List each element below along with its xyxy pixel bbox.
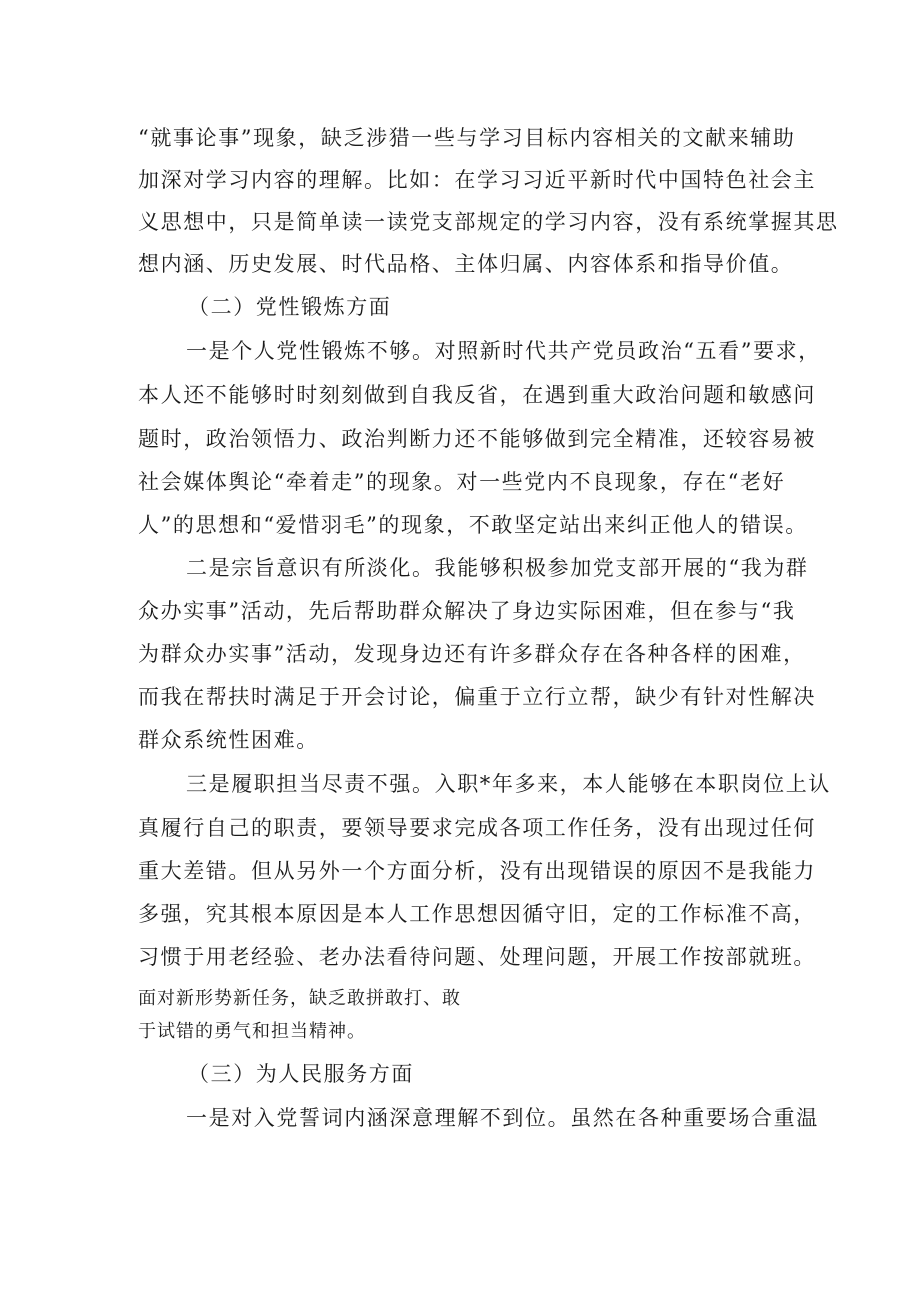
paragraph-line: 真履行自己的职责，要领导要求完成各项工作任务，没有出现过任何 (138, 816, 816, 840)
paragraph-line: 三是履职担当尽责不强。入职*年多来，本人能够在本职岗位上认 (186, 772, 831, 796)
paragraph-line: 重大差错。但从另外一个方面分析，没有出现错误的原因不是我能力 (138, 859, 816, 883)
section-heading-serve-people: （三）为人民服务方面 (188, 1062, 414, 1086)
paragraph-line: 一是对入党誓词内涵深意理解不到位。虽然在各种重要场合重温 (186, 1106, 819, 1130)
paragraph-line: “就事论事”现象，缺乏涉猎一些与学习目标内容相关的文献来辅助 (138, 126, 796, 150)
paragraph-line: 一是个人党性锻炼不够。对照新时代共产党员政治“五看”要求， (186, 339, 821, 363)
paragraph-line: 人”的思想和“爱惜羽毛”的现象，不敢坚定站出来纠正他人的错误。 (138, 513, 808, 537)
paragraph-line: 面对新形势新任务，缺乏敢拼敢打、敢 (138, 988, 461, 1009)
paragraph-line: 题时，政治领悟力、政治判断力还不能够做到完全精准，还较容易被 (138, 427, 816, 451)
paragraph-line: 二是宗旨意识有所淡化。我能够积极参加党支部开展的“我为群 (186, 556, 809, 580)
paragraph-line: 义思想中，只是简单读一读党支部规定的学习内容，没有系统掌握其思 (138, 210, 839, 234)
paragraph-line: 本人还不能够时时刻刻做到自我反省，在遇到重大政治问题和敏感问 (138, 383, 816, 407)
section-heading-party-spirit: （二）党性锻炼方面 (188, 295, 392, 319)
paragraph-line: 而我在帮扶时满足于开会讨论，偏重于立行立帮，缺少有针对性解决 (138, 685, 816, 709)
paragraph-line: 为群众办实事”活动，发现身边还有许多群众存在各种各样的困难， (138, 642, 806, 666)
paragraph-line: 习惯于用老经验、老办法看待问题、处理问题，开展工作按部就班。 (138, 945, 816, 969)
paragraph-line: 社会媒体舆论“牵着走”的现象。对一些党内不良现象，存在“老好 (138, 470, 786, 494)
paragraph-line: 群众系统性困难。 (138, 728, 319, 752)
paragraph-line: 于试错的勇气和担当精神。 (138, 1021, 366, 1042)
paragraph-line: 加深对学习内容的理解。比如：在学习习近平新时代中国特色社会主 (138, 168, 816, 192)
paragraph-line: 多强，究其根本原因是本人工作思想因循守旧，定的工作标准不高， (138, 902, 816, 926)
paragraph-line: 想内涵、历史发展、时代品格、主体归属、内容体系和指导价值。 (138, 252, 794, 276)
paragraph-line: 众办实事”活动，先后帮助群众解决了身边实际困难，但在参与“我 (138, 599, 796, 623)
